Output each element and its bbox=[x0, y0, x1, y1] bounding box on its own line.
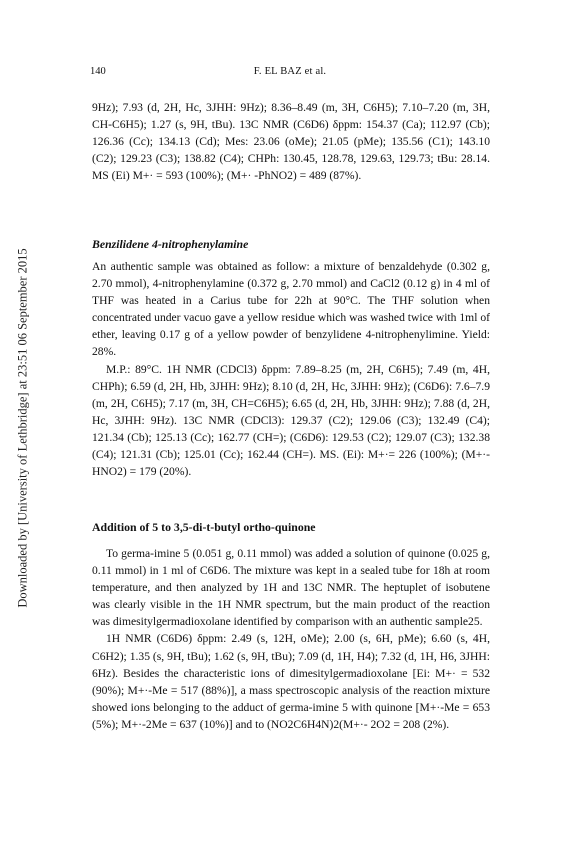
section-heading-benzilidene: Benzilidene 4-nitrophenylamine bbox=[92, 237, 249, 251]
download-watermark-text: Downloaded by [University of Lethbridge] at 23:51 06 September 2015 bbox=[15, 247, 30, 608]
page-number: 140 bbox=[90, 66, 106, 77]
paragraph: 1H NMR (C6D6) δppm: 2.49 (s, 12H, oMe); 2.00 (s, 6H, pMe); 6.60 (s, 4H, C6H2); 1.35 (s, 9H, tBu); 1.62 (s, 9H, tBu); 7.09 (d, 1H, H4); 7.32 (d, 1H, H6, 3JHH: 6Hz). Besides the characteristic ions of dimesitylgermadioxolane [Ei: M+· = 532 (90%); M+·-Me = 517 (88%)], a mass spectroscopic analysis of the reaction mixture showed ions belonging to the adduct of germa-imine 5 with quinone [M+·-Me = 653 (5%); M+·-2Me = 637 (10%)] and to (NO2C6H4N)2(M+·- 2O2 = 208 (2%). bbox=[92, 632, 490, 731]
section-heading-quinone-addition: Addition of 5 to 3,5-di-t-butyl ortho-quinone bbox=[92, 520, 316, 534]
section-benzilidene-body bbox=[92, 258, 490, 480]
section-quinone-addition-body bbox=[92, 545, 490, 733]
download-watermark bbox=[15, 150, 30, 705]
running-head: F. EL BAZ et al. bbox=[253, 66, 327, 77]
paragraph: 9Hz); 7.93 (d, 2H, Hc, 3JHH: 9Hz); 8.36–8.49 (m, 3H, C6H5); 7.10–7.20 (m, 3H, CH-C6H5); 1.27 (s, 9H, tBu). 13C NMR (C6D6) δppm: 154.37 (Ca); 112.97 (Cb); 126.36 (Cc); 134.13 (Cd); Mes: 23.06 (oMe); 21.05 (pMe); 135.56 (C1); 143.10 (C2); 129.23 (C3); 138.82 (C4); CHPh: 130.45, 128.78, 129.63, 129.73; tBu: 28.14. MS (Ei) M+· = 593 (100%); (M+· -PhNO2) = 489 (87%). bbox=[92, 101, 490, 183]
continued-spectral-data bbox=[92, 99, 490, 184]
paragraph: M.P.: 89°C. 1H NMR (CDCl3) δppm: 7.89–8.25 (m, 2H, C6H5); 7.49 (m, 4H, CHPh); 6.59 (d, 2H, Hb, 3JHH: 9Hz); 8.10 (d, 2H, Hc, 3JHH: 9Hz); (C6D6): 7.6–7.9 (m, 2H, C6H5); 7.17 (m, 3H, CH=C6H5); 6.65 (d, 2H, Hb, 3JHH: 9Hz); 7.88 (d, 2H, Hc, 3JHH: 9Hz). 13C NMR (CDCl3): 129.37 (C2); 129.06 (C3); 132.49 (C4); 121.34 (Cb); 125.13 (Cc); 162.77 (CH=); (C6D6): 129.53 (C2); 129.07 (C3); 132.38 (C4); 121.31 (Cb); 125.01 (Cc); 162.44 (CH=). MS. (Ei): M+·= 226 (100%); (M+·- HNO2) = 179 (20%). bbox=[92, 362, 490, 479]
page-header bbox=[90, 66, 490, 86]
paragraph: An authentic sample was obtained as follow: a mixture of benzaldehyde (0.302 g, 2.70 mmol), 4-nitrophenylamine (0.372 g, 2.70 mmol) and CaCl2 (0.12 g) in 4 ml of THF was heated in a Carius tube for 22h at 90°C. The THF solution when concentrated under vacuo gave a yellow residue which was washed twice with 1ml of ether, leaving 0.17 g of a yellow powder of benzylidene 4-nitrophenylimine. Yield: 28%. bbox=[92, 260, 490, 359]
paragraph: To germa-imine 5 (0.051 g, 0.11 mmol) was added a solution of quinone (0.025 g, 0.11 mmol) in 1 ml of C6D6. The mixture was kept in a sealed tube for 18h at room temperature, and then analyzed by 1H and 13C NMR. The heptuplet of isobutene was clearly visible in the 1H NMR spectrum, but the main product of the reaction was dimesitylgermadioxolane identified by comparison with an authentic sample25. bbox=[92, 547, 490, 629]
